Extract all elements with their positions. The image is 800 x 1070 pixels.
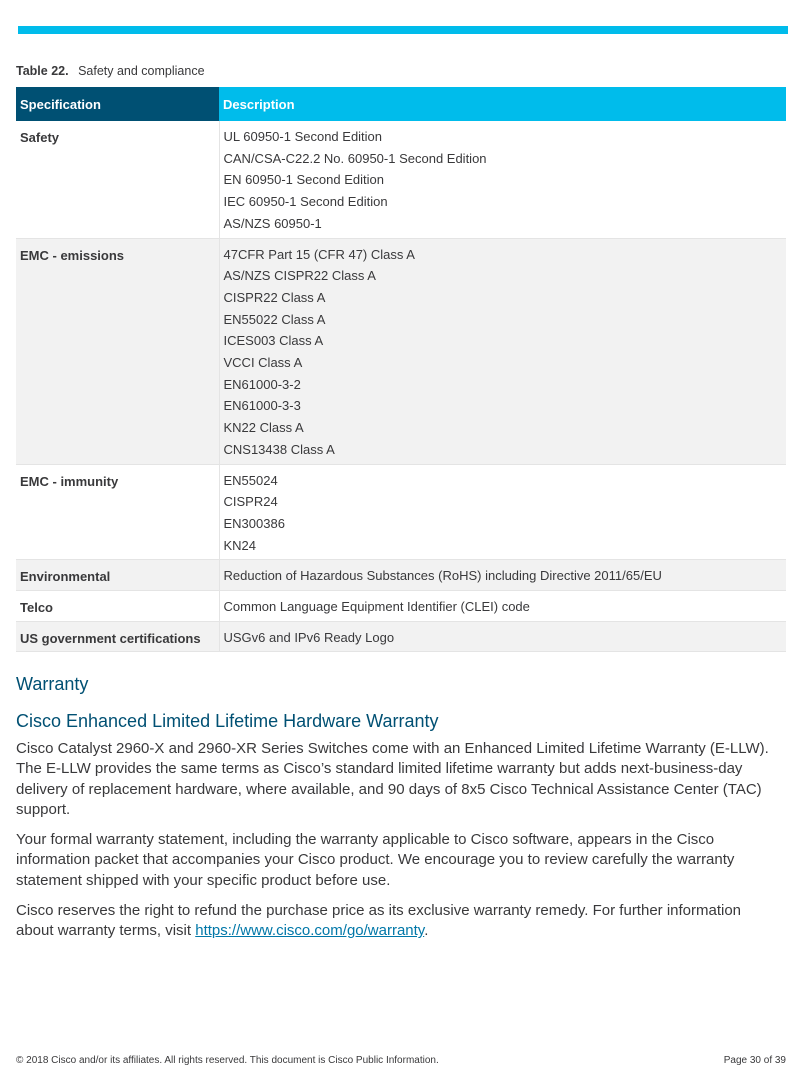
description-line: CAN/CSA-C22.2 No. 60950-1 Second Edition <box>223 150 487 166</box>
specification-cell: Telco <box>16 591 219 622</box>
table-row <box>16 560 786 591</box>
description-line: CISPR24 <box>223 494 278 510</box>
description-line: CNS13438 Class A <box>223 441 335 457</box>
description-cell <box>219 591 786 622</box>
description-line: ICES003 Class A <box>223 333 324 349</box>
header-accent-bar <box>18 26 788 34</box>
description-line: Common Language Equipment Identifier (CLEI) code <box>223 599 530 615</box>
specification-cell: EMC - immunity <box>16 464 219 560</box>
description-line: AS/NZS 60950-1 <box>223 215 322 231</box>
description-line: VCCI Class A <box>223 355 303 371</box>
description-line: AS/NZS CISPR22 Class A <box>223 268 376 284</box>
specification-cell: US government certifications <box>16 621 219 652</box>
column-header-description: Description <box>219 87 786 121</box>
table-number: Table 22. <box>16 64 69 78</box>
warranty-paragraph-1: Cisco Catalyst 2960-X and 2960-XR Series Switches come with an Enhanced Limited Lifetime Warranty (E-LLW). The E-LLW provides the same terms as Cisco’s standard limited lifetime warranty but adds next-business-day delivery of replacement hardware, where available, and 90 days of 8x5 Cisco Technical Assistance Center (TAC) support. <box>16 740 769 818</box>
description-line: 47CFR Part 15 (CFR 47) Class A <box>223 246 415 262</box>
footer-page-number: Page 30 of 39 <box>723 1055 786 1066</box>
warranty-paragraph-2: Your formal warranty statement, including the warranty applicable to Cisco software, appears in the Cisco information packet that accompanies your Cisco product. We encourage you to review carefully the warranty statement shipped with your specific product before use. <box>16 831 735 889</box>
warranty-paragraph-3 <box>16 901 776 942</box>
table-row <box>16 621 786 652</box>
table-row <box>16 464 786 560</box>
specification-cell: Environmental <box>16 560 219 591</box>
description-line: EN61000-3-2 <box>223 376 301 392</box>
table-row <box>16 591 786 622</box>
description-line: EN61000-3-3 <box>223 398 301 414</box>
footer-copyright: © 2018 Cisco and/or its affiliates. All rights reserved. This document is Cisco Public Information. <box>16 1055 439 1066</box>
table-row <box>16 121 786 238</box>
safety-compliance-table <box>16 87 786 652</box>
description-line: USGv6 and IPv6 Ready Logo <box>223 629 395 645</box>
warranty-paragraph-3-end: . <box>424 922 429 940</box>
description-line: EN 60950-1 Second Edition <box>223 172 384 188</box>
section-heading-warranty: Warranty <box>16 674 89 694</box>
warranty-link[interactable]: https://www.cisco.com/go/warranty <box>195 922 425 940</box>
description-line: KN22 Class A <box>223 420 304 436</box>
specification-cell: EMC - emissions <box>16 238 219 464</box>
warranty-paragraph-3-text: Cisco reserves the right to refund the purchase price as its exclusive warranty remedy. For further information about warranty terms, visit <box>16 902 742 940</box>
description-line: Reduction of Hazardous Substances (RoHS) including Directive 2011/65/EU <box>223 568 662 584</box>
description-line: EN55024 <box>223 472 278 488</box>
description-line: UL 60950-1 Second Edition <box>223 129 383 144</box>
table-title: Safety and compliance <box>78 64 205 78</box>
description-cell <box>219 464 786 560</box>
table-body <box>16 121 786 652</box>
description-cell <box>219 121 786 238</box>
table-header-row <box>16 87 786 121</box>
description-cell <box>219 560 786 591</box>
description-line: IEC 60950-1 Second Edition <box>223 194 388 210</box>
specification-cell: Safety <box>16 121 219 238</box>
description-line: KN24 <box>223 537 257 553</box>
table-row <box>16 238 786 464</box>
description-cell <box>219 238 786 464</box>
column-header-specification: Specification <box>16 87 219 121</box>
description-line: CISPR22 Class A <box>223 289 326 305</box>
description-line: EN300386 <box>223 515 285 531</box>
subheading-enhanced-warranty: Cisco Enhanced Limited Lifetime Hardware Warranty <box>16 711 439 731</box>
description-line: EN55022 Class A <box>223 311 326 327</box>
description-cell <box>219 621 786 652</box>
table-caption <box>16 64 205 78</box>
